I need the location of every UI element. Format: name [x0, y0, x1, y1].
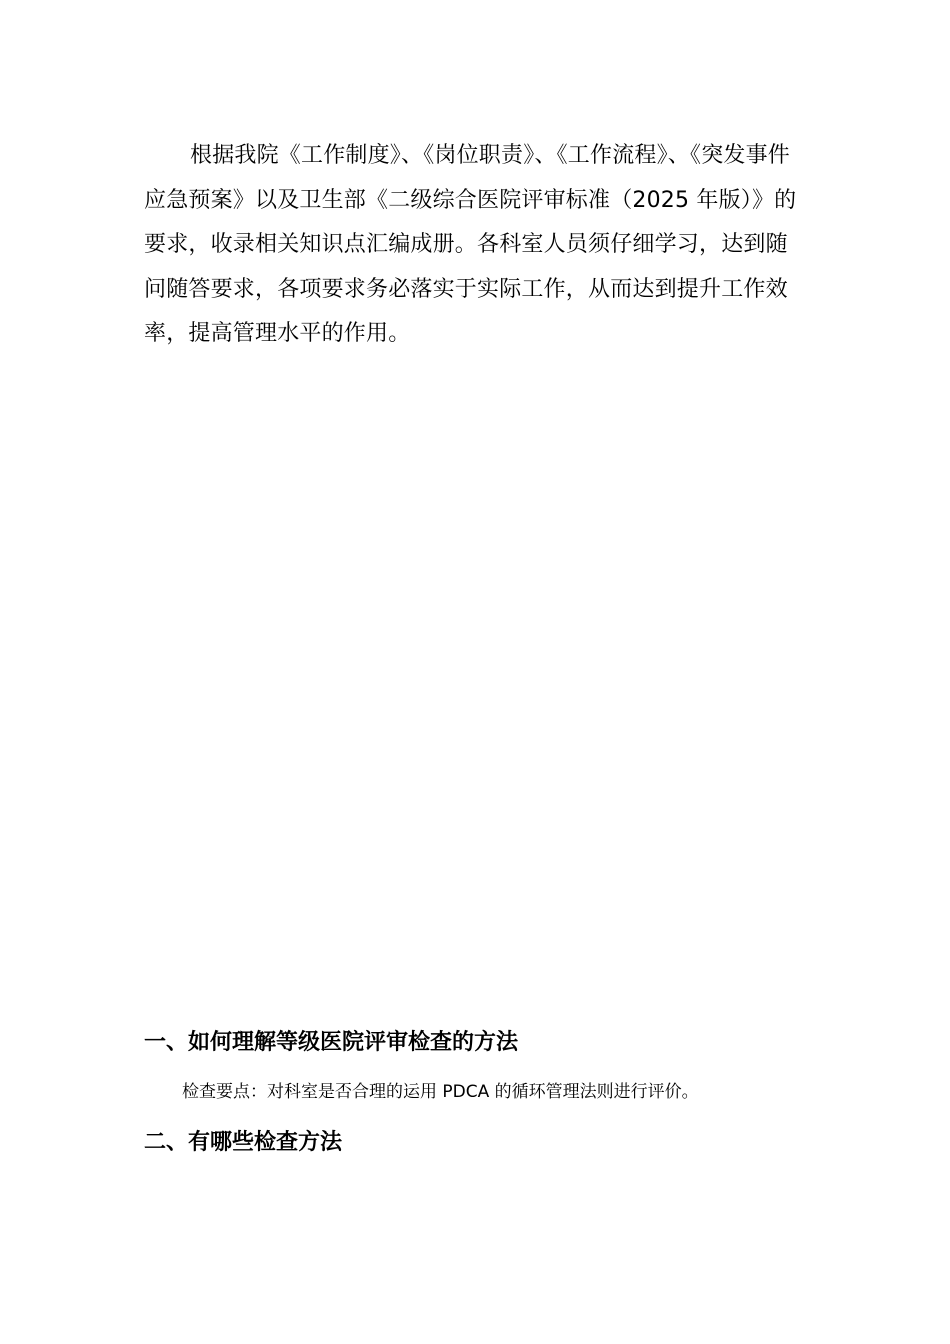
section-1-heading: 一、如何理解等级医院评审检查的方法: [144, 1030, 519, 1055]
section-1-body: 检查要点：对科室是否合理的运用 PDCA 的循环管理法则进行评价。: [182, 1082, 699, 1102]
section-2-heading: 二、有哪些检查方法: [144, 1130, 343, 1155]
intro-paragraph: 根据我院《工作制度》、《岗位职责》、《工作流程》、《突发事件应急预案》以及卫生部《二级综合医院评审标准（2025 年版）》的要求，收录相关知识点汇编成册。各科室人员须仔细学习，达到随问随答要求，各项要求务必落实于实际工作，从而达到提升工作效率，提高管理水平的作用。: [144, 143, 797, 346]
